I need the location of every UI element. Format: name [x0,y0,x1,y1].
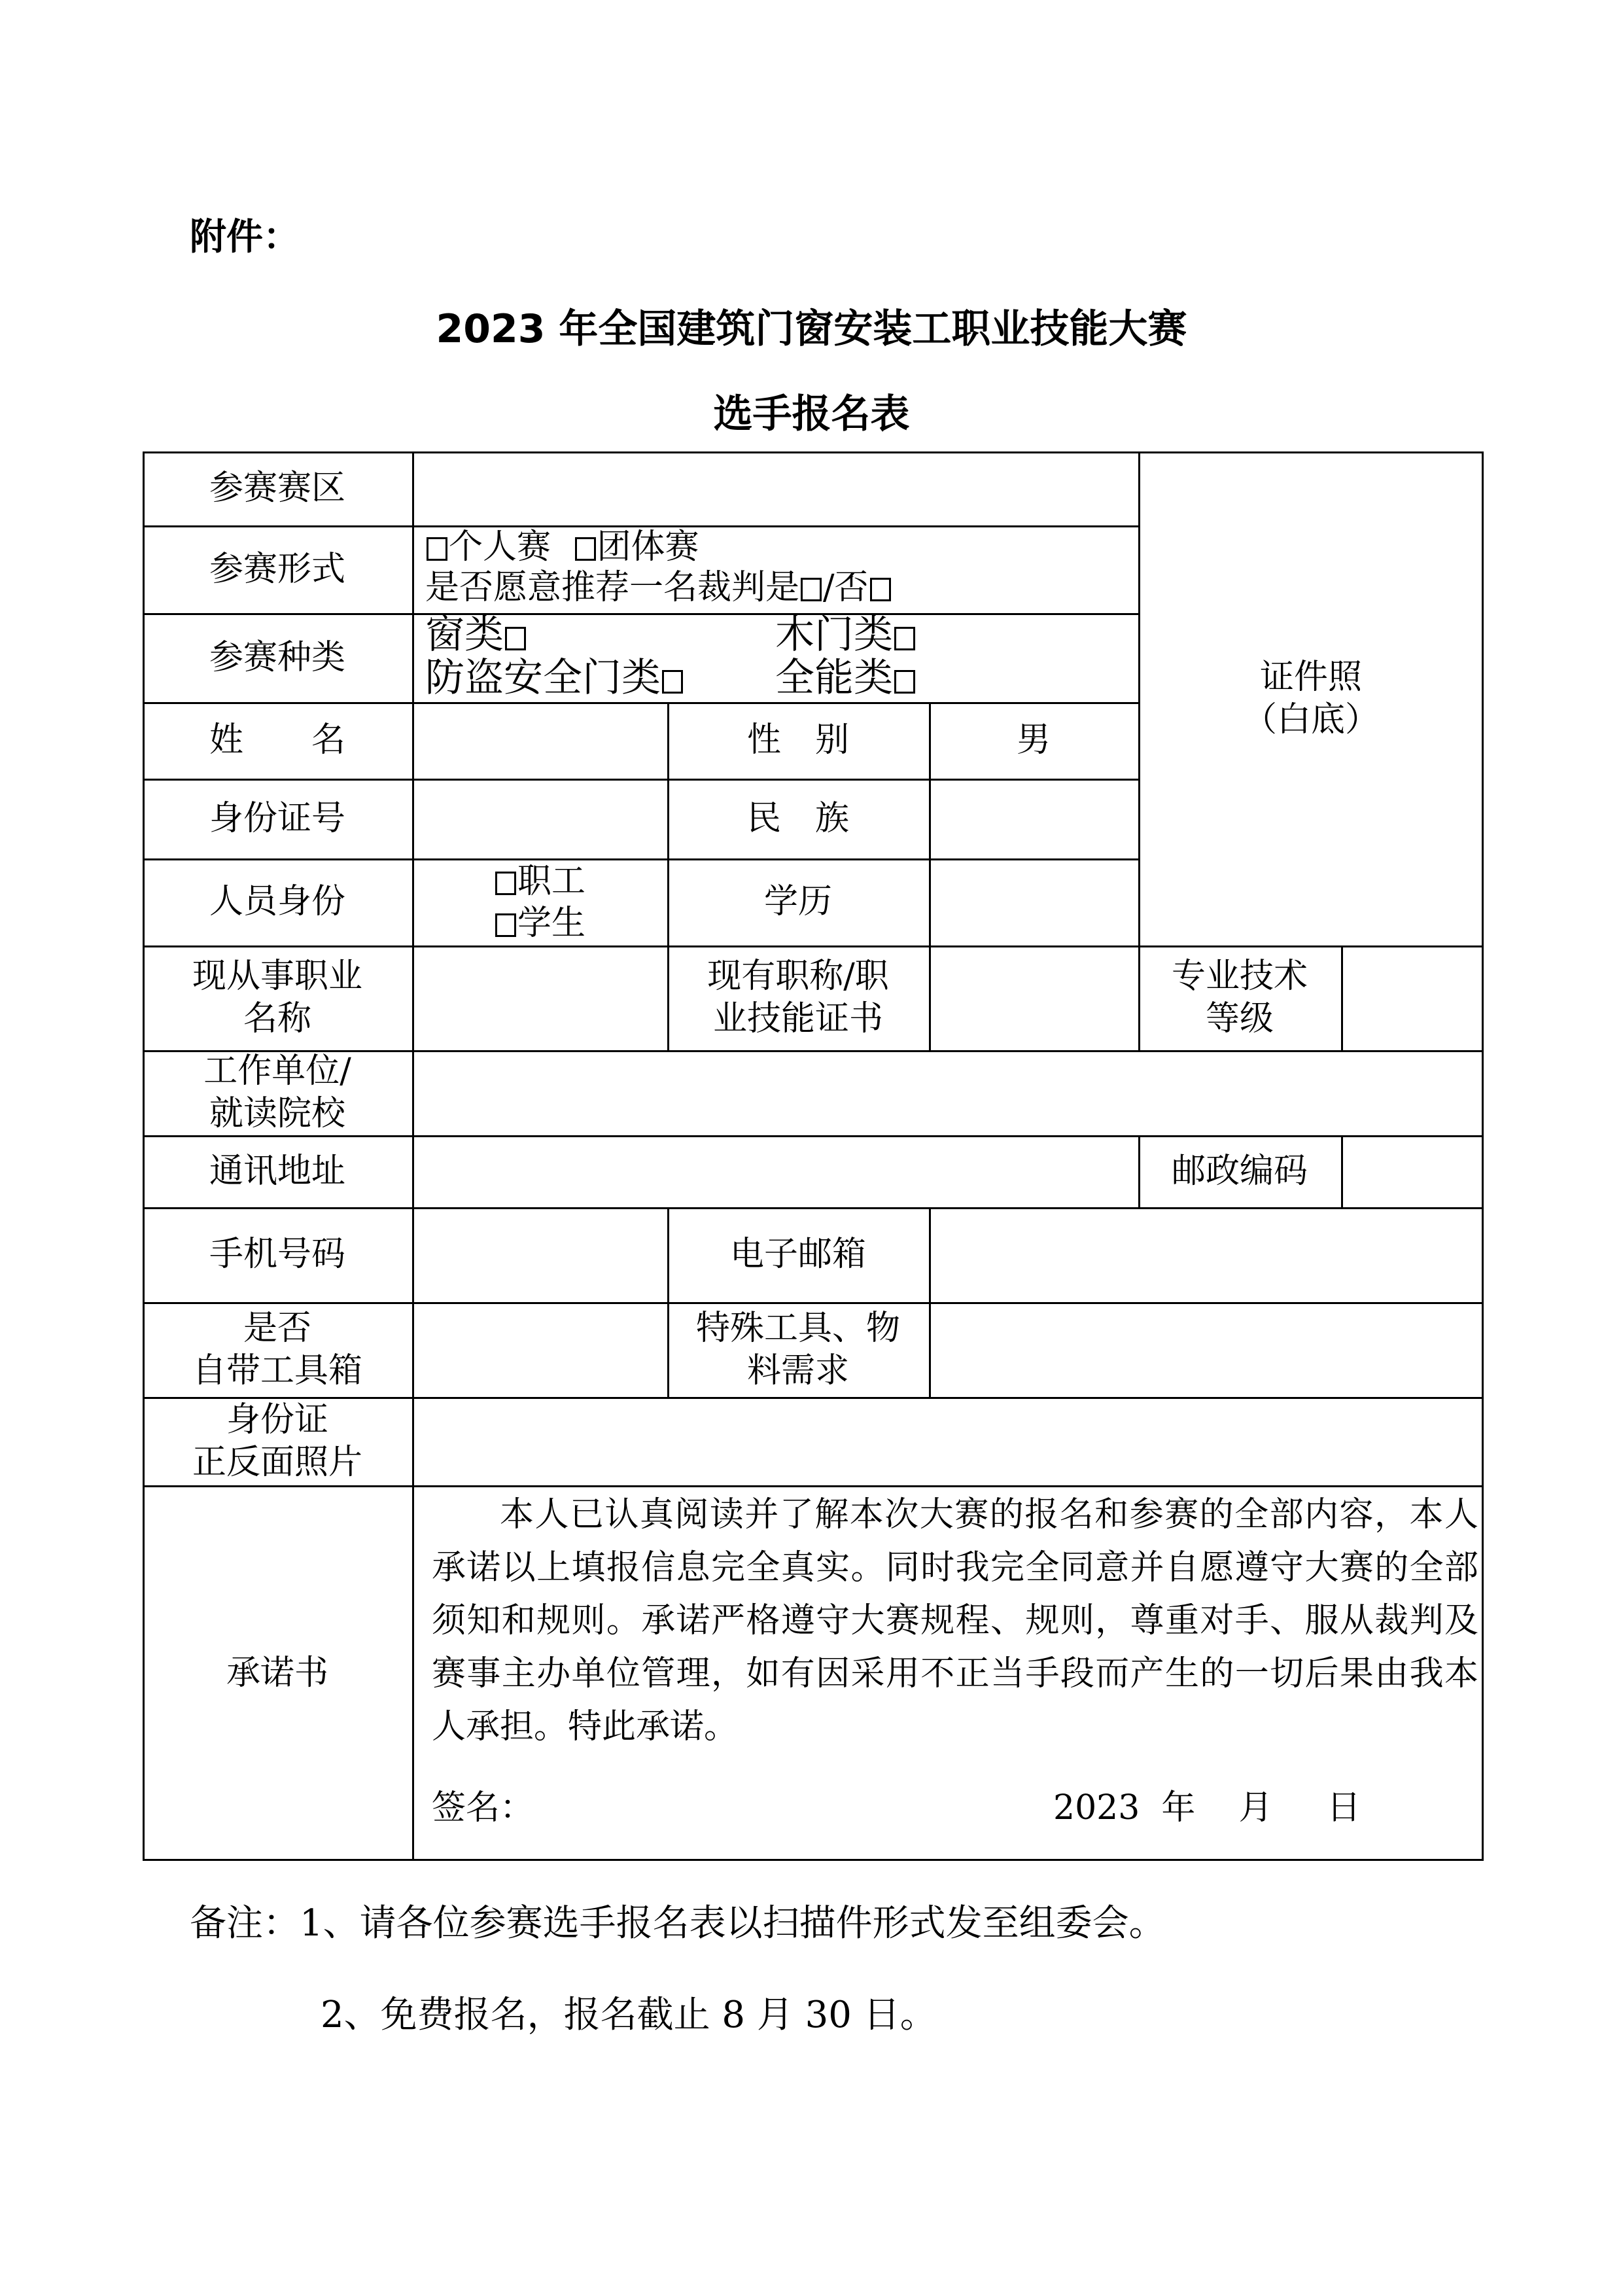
form-title: 2023 年全国建筑门窗安装工职业技能大赛 [436,306,1187,352]
note-line-1: 备注：1、请各位参赛选手报名表以扫描件形式发至组委会。 [190,1902,1166,1945]
certificate-field[interactable] [931,947,1137,1049]
occupation-label [143,945,412,1050]
education-field[interactable] [931,860,1137,944]
certificate-label-line1: 现有职称/职 [707,957,889,996]
gender-label: 性 别 [746,720,849,760]
individual-option-label: 个人赛 [449,527,551,567]
category-security-door-checkbox[interactable] [662,670,683,694]
occupation-label-line1: 现从事职业 [192,957,362,996]
individual-checkbox[interactable] [427,537,447,561]
tech-level-field[interactable] [1343,947,1482,1049]
format-options [412,525,1138,613]
special-tools-field[interactable] [931,1304,1482,1396]
category-wooden-door-checkbox[interactable] [894,627,915,650]
pledge-paragraph: 本人已认真阅读并了解本次大赛的报名和参赛的全部内容，本人承诺以上填报信息完全真实。同时我完全同意并自愿遵守大赛的全部须知和规则。承诺严格遵守大赛规程、规则，尊重对手、服从裁判及赛事主办单位管理，如有因采用不正当手段而产生的一切后果由我本人承担。特此承诺。 [432,1495,1478,1746]
attachment-label: 附件： [190,216,300,258]
id-photo-label-line2: 正反面照片 [192,1442,362,1482]
certificate-label-line2: 业技能证书 [712,999,883,1038]
certificate-label [667,945,929,1050]
pledge-date[interactable]: 2023 年 月 日 [1053,1788,1361,1828]
special-tools-label-line1: 特殊工具、物 [695,1308,900,1348]
format-label: 参赛形式 [209,549,345,589]
toolbox-label-line1: 是否 [243,1308,311,1348]
ethnicity-label: 民 族 [746,798,849,838]
occupation-field[interactable] [414,947,666,1049]
identity-worker-checkbox[interactable] [495,872,516,895]
name-label: 姓 名 [209,720,345,760]
email-label: 电子邮箱 [729,1235,866,1274]
name-field[interactable] [414,704,666,777]
photo-label: 证件照 [1259,657,1362,697]
identity-student-checkbox[interactable] [495,913,516,937]
toolbox-label-line2: 自带工具箱 [192,1351,362,1390]
category-wooden-door-label: 木门类 [775,612,893,658]
category-all-round-checkbox[interactable] [894,670,915,694]
special-tools-label-line2: 料需求 [746,1351,849,1390]
referee-question: 是否愿意推荐一名裁判是 [425,568,800,607]
id-photo-label [143,1397,412,1485]
identity-student-label: 学生 [517,903,585,943]
employer-label-line2: 就读院校 [209,1094,345,1133]
phone-field[interactable] [414,1209,666,1301]
id-photo-label-line1: 身份证 [226,1400,328,1439]
category-window-checkbox[interactable] [505,627,526,650]
gender-value[interactable]: 男 [1016,720,1051,760]
toolbox-field[interactable] [414,1304,666,1396]
identity-label: 人员身份 [209,882,345,921]
referee-no-label: /否 [823,568,869,607]
employer-label-line1: 工作单位/ [203,1051,351,1091]
tech-level-label [1138,945,1341,1050]
pledge-text [432,1489,1478,1754]
region-field[interactable] [414,453,1137,524]
referee-yes-checkbox[interactable] [801,578,822,601]
employer-field[interactable] [414,1052,1482,1134]
referee-no-checkbox[interactable] [870,578,891,601]
tech-level-label-line2: 等级 [1205,999,1274,1038]
postcode-label: 邮政编码 [1171,1151,1308,1191]
note-line-2: 2、免费报名，报名截止 8 月 30 日。 [321,1994,937,2036]
occupation-label-line2: 名称 [243,999,311,1038]
category-window-label: 窗类 [425,612,504,658]
education-label: 学历 [763,882,832,921]
identity-worker-label: 职工 [517,861,585,901]
id-number-label: 身份证号 [209,798,345,838]
category-all-round-label: 全能类 [775,655,893,701]
ethnicity-field[interactable] [931,781,1137,857]
photo-area[interactable] [1138,451,1484,945]
category-options [412,613,1138,702]
tech-level-label-line1: 专业技术 [1171,957,1308,996]
category-label: 参赛种类 [209,637,345,677]
category-security-door-label: 防盗安全门类 [425,655,661,701]
employer-label [143,1050,412,1135]
id-photo-field[interactable] [414,1399,1482,1484]
signature-label[interactable]: 签名： [432,1788,534,1828]
photo-note: （白底） [1242,699,1379,739]
email-field[interactable] [931,1209,1482,1301]
region-label: 参赛赛区 [209,468,345,508]
phone-label: 手机号码 [209,1235,345,1274]
identity-options [412,858,667,945]
toolbox-label [143,1302,412,1397]
id-number-field[interactable] [414,781,666,857]
form-subtitle: 选手报名表 [713,391,910,437]
team-checkbox[interactable] [575,537,596,561]
address-field[interactable] [414,1137,1137,1206]
address-label: 通讯地址 [209,1151,345,1191]
team-option-label: 团体赛 [597,527,699,567]
postcode-field[interactable] [1343,1137,1482,1206]
pledge-label: 承诺书 [226,1653,328,1693]
special-tools-label [667,1302,929,1397]
